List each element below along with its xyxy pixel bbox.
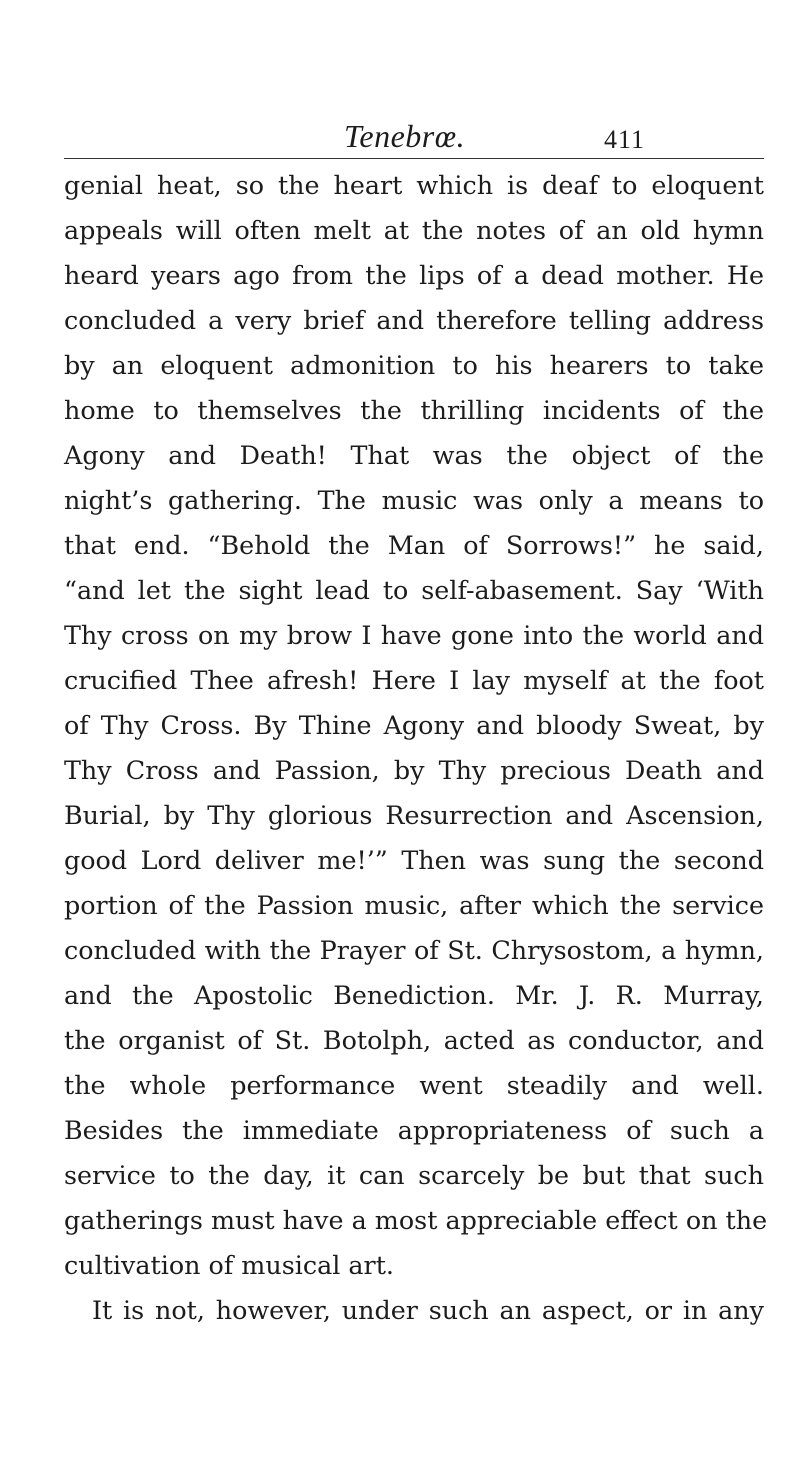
text-line: concluded with the Prayer of St. Chrysostom, a hymn, xyxy=(64,935,764,965)
text-line: the organist of St. Botolph, acted as conductor, and xyxy=(64,1025,764,1055)
text-line: Agony and Death! That was the object of the xyxy=(64,440,764,470)
header-rule xyxy=(64,158,764,159)
text-line: appeals will often melt at the notes of an old hymn xyxy=(64,215,764,245)
page-number: 411 xyxy=(604,125,646,154)
text-line: service to the day, it can scarcely be but that such xyxy=(64,1160,764,1190)
text-line: heard years ago from the lips of a dead mother. He xyxy=(64,260,764,290)
text-line: by an eloquent admonition to his hearers to take xyxy=(64,350,764,380)
text-line: genial heat, so the heart which is deaf to eloquent xyxy=(64,170,764,200)
text-line: night’s gathering. The music was only a means to xyxy=(64,485,764,515)
text-line: the whole performance went steadily and well. xyxy=(64,1070,764,1100)
text-line: “and let the sight lead to self-abasement. Say ‘With xyxy=(64,575,764,605)
text-line: of Thy Cross. By Thine Agony and bloody Sweat, by xyxy=(64,710,764,740)
text-line: good Lord deliver me!’” Then was sung the second xyxy=(64,845,764,875)
text-line: crucified Thee afresh! Here I lay myself at the foot xyxy=(64,665,764,695)
paragraph-start-line: It is not, however, under such an aspect, or in any xyxy=(92,1295,764,1325)
body-text xyxy=(64,163,768,1333)
text-line: Thy cross on my brow I have gone into the world and xyxy=(64,620,764,650)
text-line: home to themselves the thrilling incidents of the xyxy=(64,395,764,425)
text-line: portion of the Passion music, after which the service xyxy=(64,890,764,920)
running-title: Tenebrœ. xyxy=(344,118,466,154)
running-head xyxy=(64,112,764,160)
text-line: gatherings must have a most appreciable effect on the xyxy=(64,1205,768,1235)
text-line: Besides the immediate appropriateness of such a xyxy=(64,1115,764,1145)
paragraph-end-line: cultivation of musical art. xyxy=(64,1250,394,1280)
text-line: Burial, by Thy glorious Resurrection and Ascension, xyxy=(64,800,764,830)
text-line: Thy Cross and Passion, by Thy precious Death and xyxy=(64,755,764,785)
text-line: that end. “Behold the Man of Sorrows!” he said, xyxy=(64,530,764,560)
text-line: concluded a very brief and therefore telling address xyxy=(64,305,764,335)
text-line: and the Apostolic Benediction. Mr. J. R. Murray, xyxy=(64,980,764,1010)
